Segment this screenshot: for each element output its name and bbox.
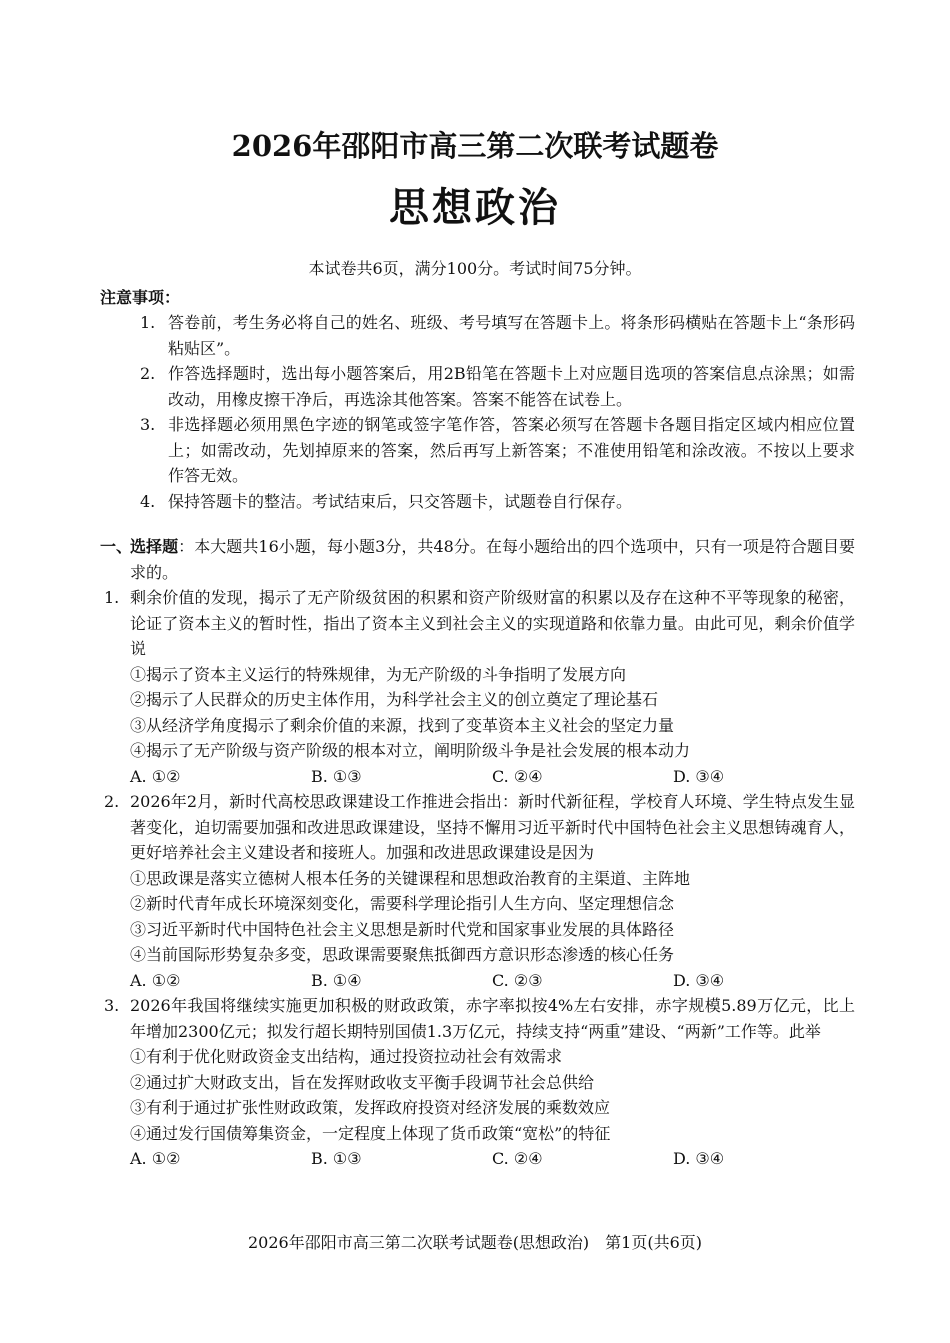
question-statement: ①揭示了资本主义运行的特殊规律，为无产阶级的斗争指明了发展方向 [130,664,627,684]
question-statement: ②揭示了人民群众的历史主体作用，为科学社会主义的创立奠定了理论基石 [130,690,659,709]
question-number: 2. [104,792,120,811]
notice-item-text: 保持答题卡的整洁。考试结束后，只交答题卡，试题卷自行保存。 [168,491,633,511]
notice-item-text: 答卷前，考生务必将自己的姓名、班级、考号填写在答题卡上。将条形码横贴在答题卡上“条形码粘贴区”。 [168,313,855,358]
multiple-choice-section [100,534,855,1172]
answer-option-c: C. ②④ [492,1149,543,1168]
question-1 [100,585,855,789]
notice-item-number: 4. [140,491,156,511]
notice-item-number: 3. [140,415,156,434]
subject-title: 思想政治 [389,184,561,231]
question-statement: ③习近平新时代中国特色社会主义思想是新时代党和国家事业发展的具体路径 [130,919,675,939]
question-statement: ②通过扩大财政支出，旨在发挥财政收支平衡手段调节社会总供给 [130,1072,595,1092]
section-name: 选择题 [130,537,179,556]
notice-list [100,310,855,514]
question-statement: ③从经济学角度揭示了剩余价值的来源，找到了变革资本主义社会的坚定力量 [130,715,675,735]
section-description: ：本大题共16小题，每小题3分，共48分。在每小题给出的四个选项中，只有一项是符合题目要求的。 [130,537,855,582]
notice-item [100,361,855,412]
notice-item-text: 作答选择题时，选出每小题答案后，用2B铅笔在答题卡上对应题目选项的答案信息点涂黑；如需改动，用橡皮擦干净后，再选涂其他答案。答案不能答在试卷上。 [168,364,855,409]
question-number: 3. [104,996,120,1015]
notice-item-number: 2. [140,364,156,383]
page-footer: 2026年邵阳市高三第二次联考试题卷(思想政治) 第1页(共6页) [247,1233,703,1252]
answer-option-a: A. ①② [130,766,181,786]
notice-item-text: 非选择题必须用黑色字迹的钢笔或签字笔作答，答案必须写在答题卡各题目指定区域内相应位置上；如需改动，先划掉原来的答案，然后再写上新答案；不准使用铅笔和涂改液。不按以上要求作答无效。 [168,415,855,485]
exam-title: 2026年邵阳市高三第二次联考试题卷 [231,129,719,163]
question-2 [100,789,855,993]
answer-option-c: C. ②③ [492,970,543,990]
answer-option-b: B. ①③ [311,1149,362,1168]
question-stem: 2026年我国将继续实施更加积极的财政政策，赤字率拟按4%左右安排，赤字规模5.89万亿元，比上年增加2300亿元；拟发行超长期特别国债1.3万亿元，持续支持“两重”建设、“两新”工作等。此举 [130,996,855,1041]
answer-option-d: D. ③④ [673,766,725,786]
question-statement: ④通过发行国债筹集资金，一定程度上体现了货币政策“宽松”的特征 [130,1123,611,1143]
question-statement: ②新时代青年成长环境深刻变化，需要科学理论指引人生方向、坚定理想信念 [130,894,675,913]
question-3 [100,993,855,1172]
answer-option-b: B. ①③ [311,766,362,786]
question-stem: 剩余价值的发现，揭示了无产阶级贫困的积累和资产阶级财富的积累以及存在这种不平等现象的秘密，论证了资本主义的暂时性，指出了资本主义到社会主义的实现道路和依靠力量。由此可见，剩余价值学说 [130,588,855,658]
question-statement: ④揭示了无产阶级与资产阶级的根本对立，阐明阶级斗争是社会发展的根本动力 [130,741,691,760]
exam-info: 本试卷共6页，满分100分。考试时间75分钟。 [308,259,642,278]
question-stem: 2026年2月，新时代高校思政课建设工作推进会指出：新时代新征程，学校育人环境、学生特点发生显著变化，迫切需要加强和改进思政课建设，坚持不懈用习近平新时代中国特色社会主义思想铸魂育人，更好培养社会主义建设者和接班人。加强和改进思政课建设是因为 [130,792,855,862]
question-number: 1. [104,588,120,607]
answer-option-a: A. ①② [130,1149,181,1168]
notice-item [100,412,855,489]
answer-options [130,1146,855,1172]
notice-item [100,489,855,515]
notice-heading: 注意事项： [100,288,181,307]
question-statement: ①思政课是落实立德树人根本任务的关键课程和思想政治教育的主渠道、主阵地 [130,868,691,888]
answer-option-b: B. ①④ [311,970,362,990]
question-statement: ③有利于通过扩张性财政政策，发挥政府投资对经济发展的乘数效应 [130,1098,611,1117]
answer-options [130,968,855,994]
answer-options [130,764,855,790]
answer-option-a: A. ①② [130,970,181,990]
answer-option-d: D. ③④ [673,970,725,990]
section-heading [100,534,855,585]
question-statement: ④当前国际形势复杂多变，思政课需要聚焦抵御西方意识形态渗透的核心任务 [130,945,675,964]
notice-item-number: 1. [140,313,156,332]
section-label: 一、 [100,537,133,556]
answer-option-c: C. ②④ [492,766,543,786]
notice-block [100,287,855,514]
answer-option-d: D. ③④ [673,1149,725,1168]
question-statement: ①有利于优化财政资金支出结构，通过投资拉动社会有效需求 [130,1047,563,1066]
notice-item [100,310,855,361]
